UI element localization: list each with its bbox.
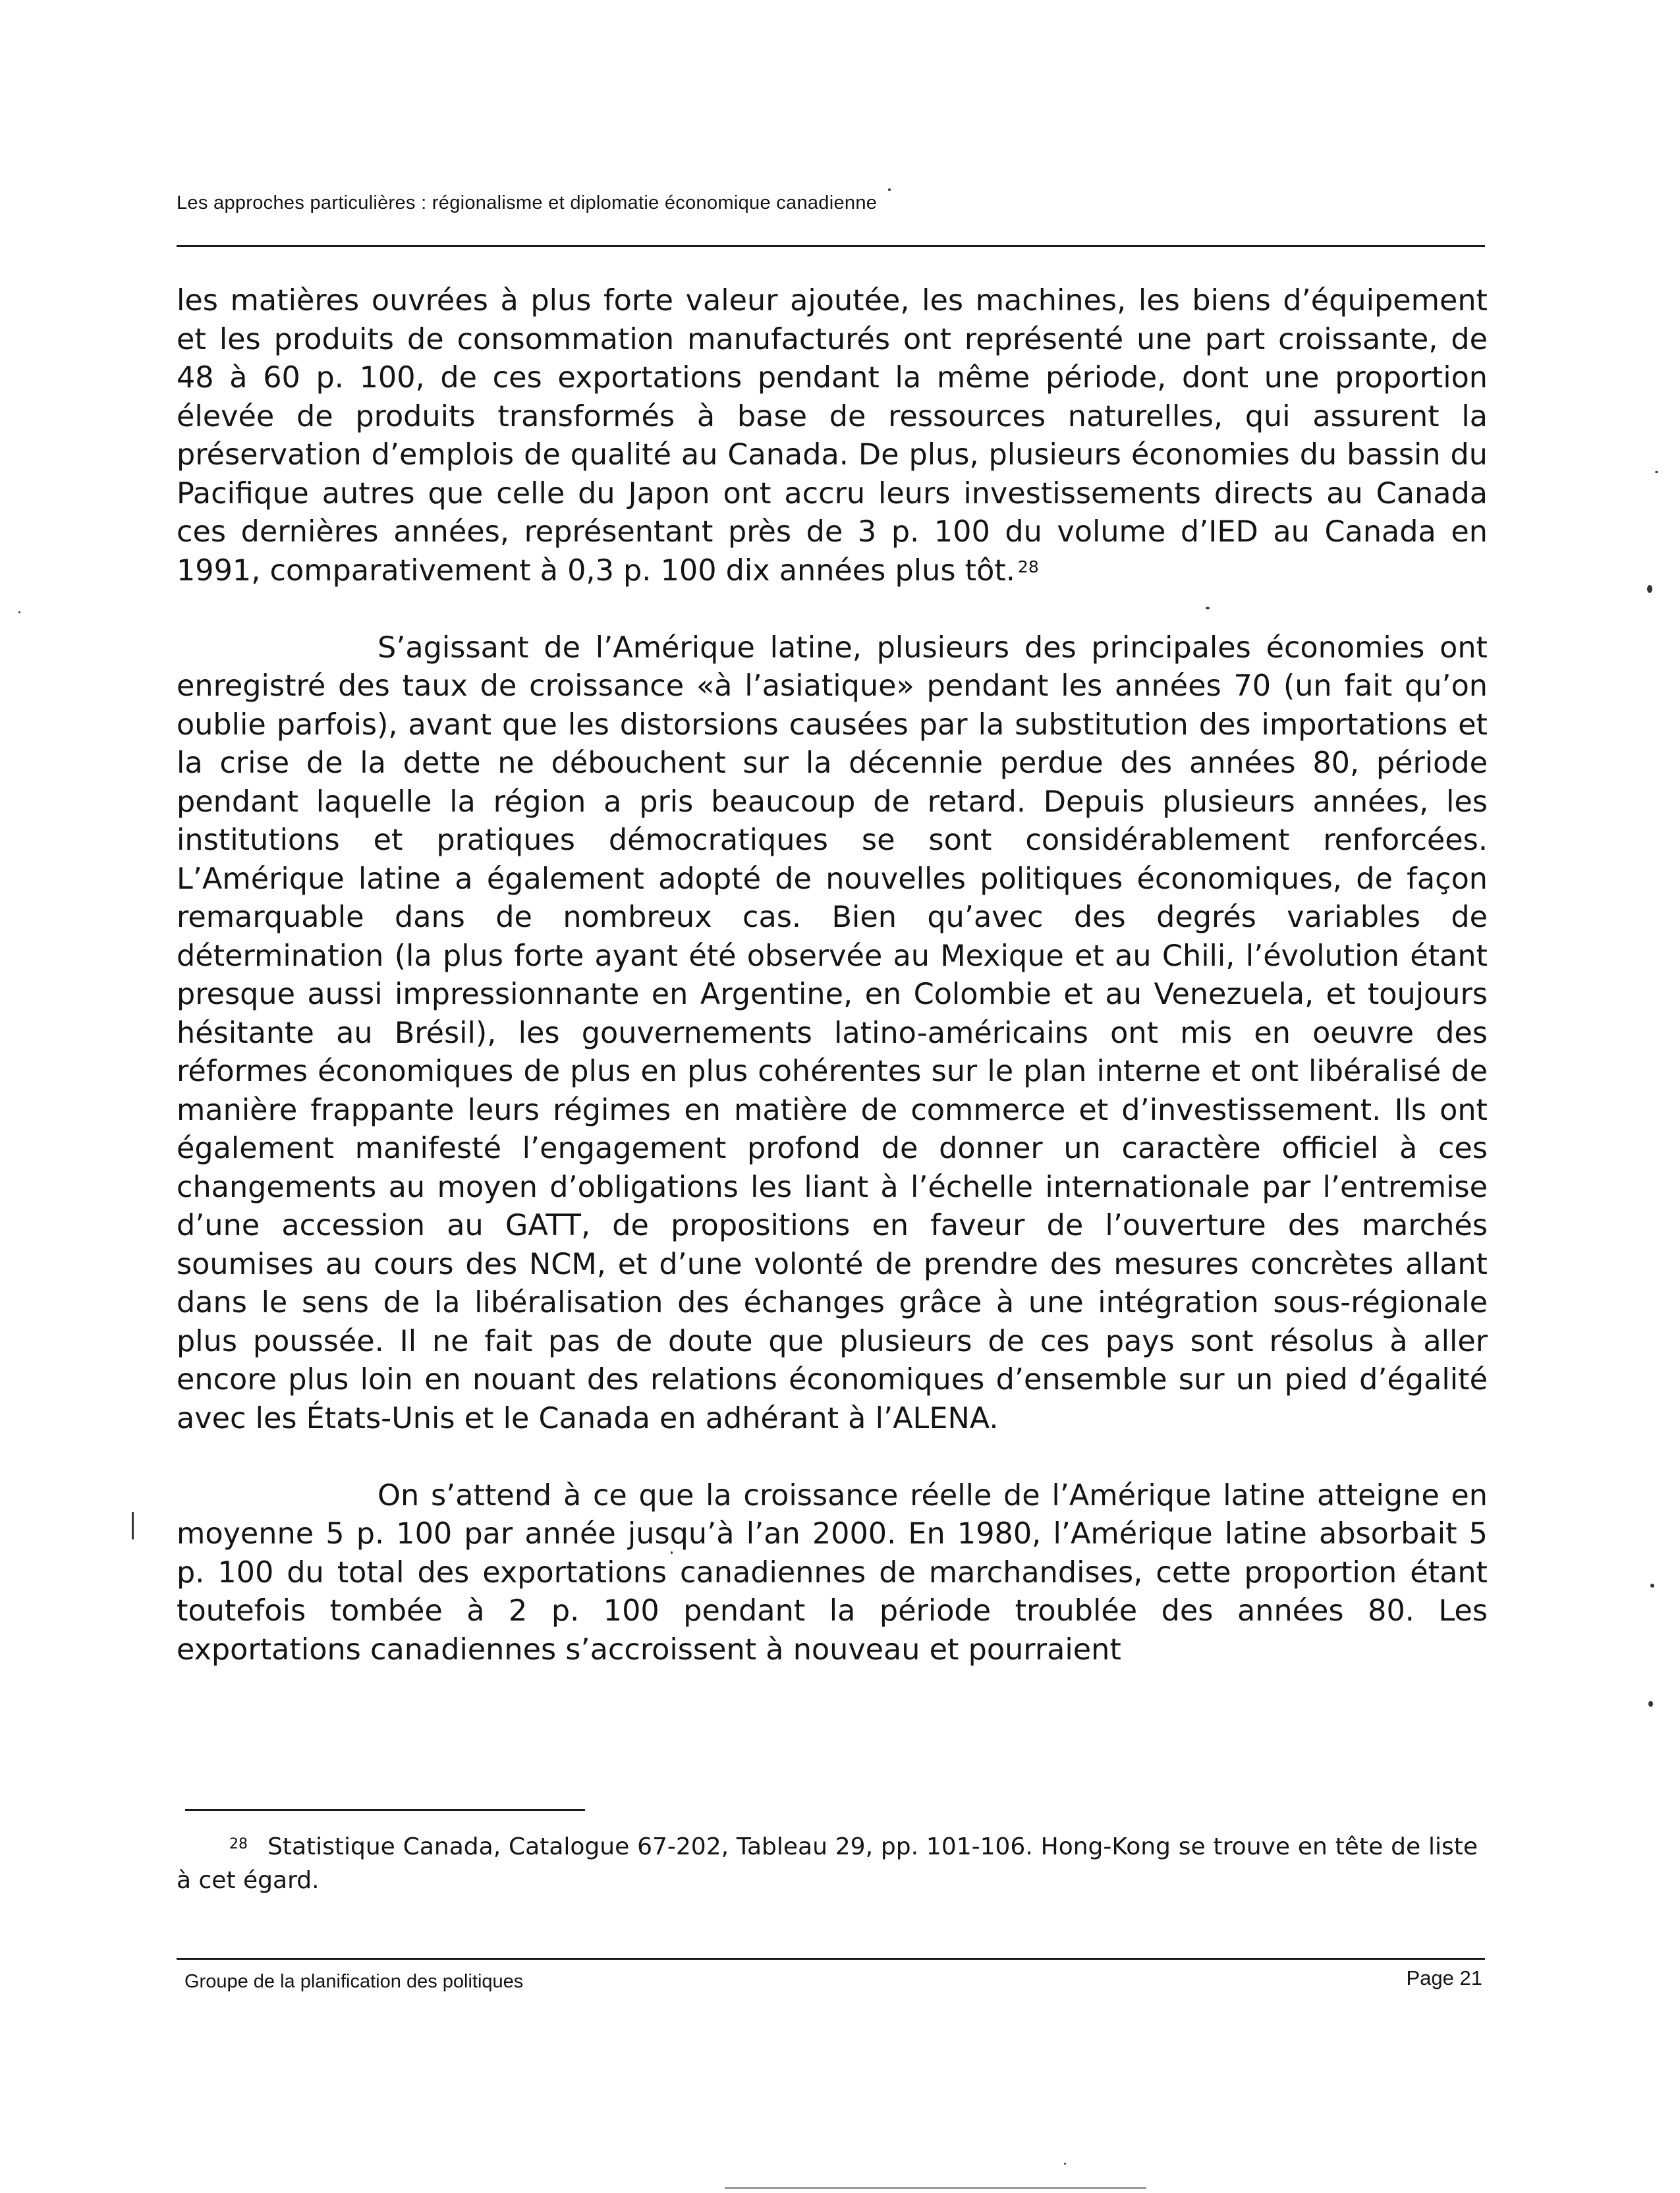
running-header: Les approches particulières : régionalisme et diplomatie économique canadienne xyxy=(177,192,878,213)
scan-speck xyxy=(18,611,20,613)
scan-speck xyxy=(1655,471,1658,473)
footnote-text: Statistique Canada, Catalogue 67-202, Tableau 29, pp. 101-106. Hong-Kong se trouve en tête de liste à cet égard. xyxy=(177,1833,1478,1894)
scan-speck xyxy=(1650,1584,1654,1588)
scan-speck xyxy=(1647,585,1652,593)
footer-organization: Groupe de la planification des politiques xyxy=(184,1971,524,1992)
footnote-separator xyxy=(185,1809,585,1811)
footnote xyxy=(177,1830,1478,1897)
paragraph-1 xyxy=(177,282,1488,590)
footnote-number: 28 xyxy=(229,1836,248,1852)
scan-speck xyxy=(1064,2163,1066,2165)
scan-speck xyxy=(888,188,891,191)
scan-speck xyxy=(132,1512,134,1540)
page-number: Page 21 xyxy=(1406,1966,1482,1989)
paragraph-2: S’agissant de l’Amérique latine, plusieurs des principales économies ont enregistré des taux de croissance «à l’asiatique» pendant les années 70 (un fait qu’on oublie parfois), avant que les distorsions causées par la substitution des importations et la crise de la dette ne débouchent sur la décennie perdue des années 80, période pendant laquelle la région a pris beaucoup de retard. Depuis plusieurs années, les institutions et pratiques démocratiques se sont considérablement renforcées. L’Amérique latine a également adopté de nouvelles politiques économiques, de façon remarquable dans de nombreux cas. Bien qu’avec des degrés variables de détermination (la plus forte ayant été observée au Mexique et au Chili, l’évolution étant presque aussi impressionnante en Argentine, en Colombie et au Venezuela, et toujours hésitante au Brésil), les gouvernements latino-américains ont mis en oeuvre des réformes économiques de plus en plus cohérentes sur le plan interne et ont libéralisé de manière frappante leurs régimes en matière de commerce et d’investissement. Ils ont également manifesté l’engagement profond de donner un caractère officiel à ces changements au moyen d’obligations les liant à l’échelle internationale par l’entremise d’une accession au GATT, de propositions en faveur de l’ouverture des marchés soumises au cours des NCM, et d’une volonté de prendre des mesures concrètes allant dans le sens de la libéralisation des échanges grâce à une intégration sous-régionale plus poussée. Il ne fait pas de doute que plusieurs de ces pays sont résolus à aller encore plus loin en nouant des relations économiques d’ensemble sur un pied d’égalité avec les États-Unis et le Canada en adhérant à l’ALENA. xyxy=(177,630,1488,1435)
paragraph-3: On s’attend à ce que la croissance réelle de l’Amérique latine atteigne en moyenne 5 p. 100 par année jusqu’à l’an 2000. En 1980, l’Amérique latine absorbait 5 p. 100 du total des exportations canadiennes de marchandises, cette proportion étant toutefois tombée à 2 p. 100 pendant la période troublée des années 80. Les exportations canadiennes s’accroissent à nouveau et pourraient xyxy=(177,1478,1488,1667)
footer-rule xyxy=(177,1958,1485,1960)
scan-speck xyxy=(1648,1701,1653,1707)
footnote-reference: 28 xyxy=(1017,557,1039,576)
scan-speck xyxy=(725,2187,1146,2189)
body-text xyxy=(177,282,1488,1669)
paragraph-1-text: les matières ouvrées à plus forte valeur ajoutée, les machines, les biens d’équipement et les produits de consommation manufacturés ont représenté une part croissante, de 48 à 60 p. 100, de ces exportations pendant la même période, dont une proportion élevée de produits transformés à base de ressources naturelles, qui assurent la préservation d’emplois de qualité au Canada. De plus, plusieurs économies du bassin du Pacifique autres que celle du Japon ont accru leurs investissements directs au Canada ces dernières années, représentant près de 3 p. 100 du volume d’IED au Canada en 1991, comparativement à 0,3 p. 100 dix années plus tôt. xyxy=(177,284,1488,588)
header-rule xyxy=(177,245,1485,247)
